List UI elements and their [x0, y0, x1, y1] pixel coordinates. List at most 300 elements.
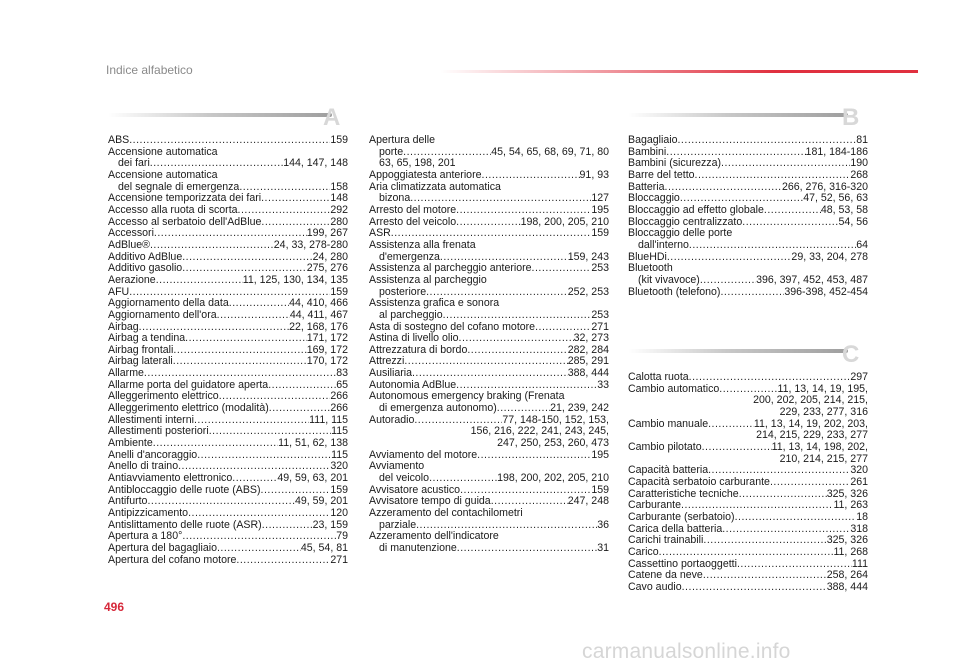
dot-leader — [236, 555, 330, 566]
index-entry-label: Autoradio — [369, 414, 415, 426]
index-entry-pages: 195 — [591, 449, 609, 461]
index-entry-pages: 171, 172 — [306, 333, 348, 345]
index-entry — [369, 380, 609, 392]
index-entry — [369, 322, 609, 334]
index-entry — [108, 356, 348, 368]
index-entry — [108, 380, 348, 392]
index-entry — [108, 333, 348, 345]
index-entry — [369, 217, 609, 229]
index-entry-pages: 32, 273 — [573, 333, 609, 345]
dot-leader — [129, 287, 330, 298]
index-entry-pages: 159 — [330, 286, 348, 298]
index-entry-pages: 388, 444 — [567, 368, 609, 380]
index-entry-label: Airbag a tendina — [108, 333, 186, 345]
index-entry — [108, 228, 348, 240]
dot-leader — [147, 496, 295, 507]
index-entry-label: Cavo audio — [628, 581, 682, 593]
index-column-c — [628, 372, 868, 593]
index-entry-label: Additivo gasolio — [108, 263, 183, 275]
dot-leader — [403, 147, 491, 158]
index-entry-label: Accensione automatica — [108, 169, 218, 181]
index-entry-label: Avvisatore tempo di guida — [369, 496, 491, 508]
index-entry — [369, 473, 609, 485]
dot-leader — [238, 205, 331, 216]
dot-leader — [416, 520, 597, 531]
index-entry — [369, 508, 609, 520]
dot-leader — [178, 461, 330, 472]
dot-leader — [677, 135, 856, 146]
index-entry — [108, 391, 348, 403]
index-entry-pages-continued: 200, 202, 205, 214, 215, — [753, 394, 868, 407]
index-entry-label: Aggiornamento dell'ora — [108, 309, 217, 321]
index-entry-label: Bluetooth — [628, 263, 673, 275]
dot-leader — [150, 240, 274, 251]
index-entry — [108, 496, 348, 508]
dot-leader — [209, 426, 331, 437]
index-entry — [108, 368, 348, 380]
dot-leader — [700, 275, 756, 286]
index-entry-pages: 47, 52, 56, 63 — [803, 193, 868, 205]
dot-leader — [182, 531, 336, 542]
index-entry-pages: 91, 93 — [579, 169, 609, 181]
dot-leader — [429, 473, 497, 484]
index-entry — [108, 182, 348, 194]
index-entry — [369, 170, 609, 182]
dot-leader — [720, 287, 784, 298]
index-entry-label: Apertura delle — [369, 135, 435, 146]
dot-leader — [532, 263, 592, 274]
index-entry-label: Assistenza al parcheggio anteriore — [369, 263, 532, 275]
index-entry — [628, 135, 868, 147]
index-entry — [108, 520, 348, 532]
index-entry-label: Antibloccaggio delle ruote (ABS) — [108, 484, 261, 496]
index-entry-pages: 11, 13, 14, 19, 195, — [777, 383, 868, 395]
index-entry — [628, 275, 868, 287]
index-entry-pages-continued: 229, 233, 277, 316 — [779, 405, 868, 418]
index-entry — [628, 570, 868, 582]
index-entry-label: Bloccaggio — [628, 193, 680, 205]
index-entry — [108, 252, 348, 264]
index-entry — [369, 240, 609, 252]
index-entry-pages: 320 — [850, 465, 868, 477]
index-entry-pages: 11, 125, 130, 134, 135 — [242, 274, 348, 286]
index-entry — [628, 372, 868, 384]
index-entry-pages: 11, 13, 14, 19, 202, 203, — [753, 418, 868, 430]
dot-leader — [459, 333, 574, 344]
index-entry — [628, 419, 868, 442]
index-entry-label: Catene da neve — [628, 570, 703, 582]
index-entry-label: Allarme — [108, 368, 144, 380]
index-entry-label: Antipizzicamento — [108, 508, 189, 519]
index-entry-pages: 48, 53, 58 — [820, 204, 868, 216]
index-entry — [628, 182, 868, 194]
index-entry — [108, 275, 348, 287]
index-entry — [108, 403, 348, 415]
index-entry-label: Barre del tetto — [628, 169, 695, 181]
index-entry-pages: 268 — [850, 169, 868, 181]
index-entry-pages: 115 — [331, 449, 348, 461]
index-entry-label: Accessori — [108, 228, 154, 240]
index-entry-label: Additivo AdBlue — [108, 251, 183, 263]
dot-leader — [482, 170, 580, 181]
index-entry-label: Attrezzi — [369, 356, 405, 368]
index-entry — [369, 485, 609, 497]
index-entry — [628, 535, 868, 547]
dot-leader — [491, 496, 568, 507]
dot-leader — [770, 477, 850, 488]
index-entry-pages: 285, 291 — [567, 356, 609, 368]
dot-leader — [535, 322, 591, 333]
index-entry-label: Assistenza al parcheggio — [369, 274, 487, 286]
dot-leader — [391, 228, 592, 239]
index-entry-pages: 65 — [336, 379, 348, 391]
index-entry — [628, 240, 868, 252]
index-entry-pages: 24, 280 — [312, 251, 348, 263]
index-entry-pages: 170, 172 — [306, 356, 348, 368]
index-entry-pages: 83 — [336, 368, 348, 380]
index-entry-pages: 45, 54, 65, 68, 69, 71, 80 — [491, 146, 609, 158]
index-entry-label: Aria climatizzata automatica — [369, 181, 501, 193]
index-entry — [108, 415, 348, 427]
index-entry — [369, 403, 609, 415]
index-entry-label: dall'interno — [638, 239, 689, 251]
index-entry-pages: 280 — [330, 216, 348, 228]
index-entry-label: porte — [379, 146, 404, 158]
dot-leader — [197, 450, 331, 461]
index-entry — [369, 147, 609, 170]
index-entry-label: bizona — [379, 193, 411, 205]
index-entry — [108, 193, 348, 205]
index-entry-pages: 320 — [330, 461, 348, 473]
dot-leader — [689, 240, 856, 251]
index-entry — [369, 415, 609, 450]
dot-leader — [268, 380, 336, 391]
index-entry-label: Azzeramento del contachilometri — [369, 508, 523, 519]
watermark: carmanualsonline.info — [582, 640, 791, 663]
index-entry-label: Accesso alla ruota di scorta — [108, 204, 238, 216]
index-entry — [628, 524, 868, 536]
index-entry — [108, 135, 348, 147]
index-entry-label: Asta di sostegno del cofano motore — [369, 321, 536, 333]
index-entry-label: BlueHDi — [628, 251, 667, 263]
index-entry — [369, 298, 609, 310]
index-entry — [369, 496, 609, 508]
dot-leader — [173, 345, 306, 356]
index-entry-pages: 33 — [597, 379, 609, 391]
dot-leader — [188, 508, 330, 519]
index-entry-pages: 24, 33, 278-280 — [273, 239, 348, 251]
index-entry — [108, 450, 348, 462]
index-entry — [108, 205, 348, 217]
index-entry-pages: 11, 263 — [833, 500, 868, 512]
dot-leader — [497, 403, 550, 414]
index-entry-pages: 181, 184-186 — [805, 146, 868, 158]
index-entry-label: Cambio automatico — [628, 383, 720, 395]
index-entry-pages: 247, 248 — [567, 496, 609, 508]
index-entry-pages: 292 — [330, 204, 348, 216]
index-entry-label: Apertura del cofano motore — [108, 554, 237, 566]
index-entry-label: Carico — [628, 546, 659, 558]
index-entry-label: Azzeramento dell'indicatore — [369, 531, 499, 543]
index-entry — [369, 135, 609, 147]
index-entry-pages: 44, 410, 466 — [289, 298, 348, 310]
index-entry-label: Avviamento del motore — [369, 449, 478, 461]
index-entry-pages: 282, 284 — [567, 344, 609, 356]
page-number: 496 — [104, 600, 125, 614]
index-entry-pages: 275, 276 — [306, 263, 348, 275]
index-entry-pages: 64 — [856, 239, 868, 251]
index-entry-pages: 127 — [591, 193, 609, 205]
index-entry — [108, 298, 348, 310]
dot-leader — [708, 465, 850, 476]
index-entry-label: Bloccaggio ad effetto globale — [628, 204, 764, 216]
index-entry-label: (kit vivavoce) — [638, 274, 700, 286]
index-entry-pages: 144, 147, 148 — [283, 158, 348, 170]
index-entry-pages: 266 — [330, 403, 348, 415]
index-entry-pages: 190 — [850, 158, 868, 170]
index-entry — [369, 391, 609, 403]
index-entry-pages-continued: 63, 65, 198, 201 — [379, 157, 456, 170]
index-entry-label: Ambiente — [108, 438, 153, 450]
dot-leader — [414, 415, 502, 426]
index-entry — [628, 477, 868, 489]
index-entry-pages: 253 — [591, 263, 609, 275]
index-entry-pages: 388, 444 — [826, 581, 868, 593]
index-entry-pages: 36 — [597, 519, 609, 531]
index-entry — [628, 193, 868, 205]
section-c-letter: C — [842, 341, 860, 368]
index-entry-label: AFU — [108, 286, 130, 298]
index-entry-pages-continued: 156, 216, 222, 241, 243, 245, — [470, 425, 609, 438]
index-entry-pages: 195 — [591, 204, 609, 216]
index-entry — [108, 345, 348, 357]
dot-leader — [665, 182, 782, 193]
index-entry-label: del segnale di emergenza — [118, 181, 240, 193]
dot-leader — [739, 489, 827, 500]
index-entry-pages: 271 — [591, 321, 609, 333]
index-entry — [108, 508, 348, 520]
index-entry-pages: 325, 326 — [826, 488, 868, 500]
index-entry — [369, 287, 609, 299]
index-entry-label: Antifurto — [108, 496, 148, 508]
index-entry-label: di emergenza autonomo) — [379, 403, 497, 415]
index-entry-pages: 77, 148-150, 152, 153, — [502, 414, 609, 426]
index-entry-pages: 159 — [591, 484, 609, 496]
dot-leader — [440, 252, 568, 263]
index-entry — [369, 252, 609, 264]
index-entry-label: Avviamento — [369, 461, 425, 473]
index-entry-pages: 111, 115 — [309, 414, 348, 426]
index-entry-label: Airbag frontali — [108, 344, 174, 356]
dot-leader — [680, 193, 803, 204]
dot-leader — [467, 345, 567, 356]
index-entry — [369, 531, 609, 543]
index-entry — [108, 438, 348, 450]
dot-leader — [659, 547, 834, 558]
dot-leader — [735, 512, 857, 523]
index-entry-label: Bambini (sicurezza) — [628, 158, 722, 170]
index-entry-label: Allestimenti interni — [108, 414, 194, 426]
index-entry — [369, 275, 609, 287]
dot-leader — [182, 252, 312, 263]
index-entry — [369, 356, 609, 368]
index-entry — [108, 555, 348, 567]
index-entry — [628, 582, 868, 594]
dot-leader — [703, 570, 827, 581]
dot-leader — [185, 333, 307, 344]
index-entry — [369, 205, 609, 217]
index-entry — [108, 158, 348, 170]
dot-leader — [144, 368, 336, 379]
index-entry-label: Alleggerimento elettrico — [108, 391, 219, 403]
index-entry-label: Astina di livello olio — [369, 333, 459, 345]
index-entry-label: al parcheggio — [379, 309, 443, 321]
dot-leader — [722, 524, 850, 535]
index-column-b — [628, 135, 868, 298]
index-entry — [628, 559, 868, 571]
index-entry — [628, 252, 868, 264]
index-entry — [369, 263, 609, 275]
index-entry-label: ABS — [108, 135, 130, 146]
index-entry-label: di manutenzione — [379, 542, 457, 554]
index-entry — [628, 170, 868, 182]
dot-leader — [262, 520, 313, 531]
index-entry — [108, 461, 348, 473]
dot-leader — [703, 535, 826, 546]
dot-leader — [404, 356, 567, 367]
index-entry-label: ASR — [369, 228, 391, 240]
index-entry-pages: 44, 411, 467 — [289, 309, 348, 321]
dot-leader — [139, 322, 289, 333]
dot-leader — [232, 473, 277, 484]
index-entry — [628, 547, 868, 559]
index-entry-pages: 31 — [597, 542, 609, 554]
dot-leader — [217, 543, 301, 554]
dot-leader — [742, 217, 838, 228]
index-entry — [369, 193, 609, 205]
index-entry-label: Autonomous emergency braking (Frenata — [369, 391, 565, 403]
index-entry-label: Apertura a 180° — [108, 531, 183, 543]
index-entry-pages: 111 — [851, 558, 868, 570]
dot-leader — [229, 298, 289, 309]
index-entry — [369, 450, 609, 462]
index-entry-pages: 21, 239, 242 — [550, 403, 609, 415]
dot-leader — [667, 252, 792, 263]
index-entry-label: Accensione automatica — [108, 146, 218, 158]
dot-leader — [261, 217, 330, 228]
index-entry — [108, 473, 348, 485]
index-entry-pages: 297 — [850, 372, 868, 383]
dot-leader — [426, 287, 568, 298]
index-entry — [369, 310, 609, 322]
index-entry — [369, 228, 609, 240]
index-entry — [108, 322, 348, 334]
index-entry-pages: 49, 59, 201 — [294, 496, 348, 508]
index-entry — [108, 147, 348, 159]
dot-leader — [457, 543, 597, 554]
index-entry-pages: 318 — [850, 523, 868, 535]
index-entry-label: Assistenza alla frenata — [369, 239, 476, 251]
index-entry — [628, 465, 868, 477]
dot-leader — [708, 419, 754, 430]
dot-leader — [477, 450, 591, 461]
index-entry-label: Allarme porta del guidatore aperta — [108, 379, 269, 391]
index-entry-label: Assistenza grafica e sonora — [369, 298, 500, 310]
index-entry-label: Autonomia AdBlue — [369, 379, 457, 391]
index-entry-label: parziale — [379, 519, 417, 531]
dot-leader — [269, 403, 331, 414]
index-entry-label: Arresto del veicolo — [369, 216, 457, 228]
dot-leader — [261, 485, 331, 496]
index-entry-pages: 81 — [856, 135, 868, 146]
index-entry — [628, 205, 868, 217]
index-entry-pages: 198, 200, 202, 205, 210 — [497, 473, 609, 485]
index-entry-pages: 11, 13, 14, 198, 202, — [771, 441, 868, 453]
index-column-a2 — [369, 135, 609, 555]
section-b-letter: B — [842, 104, 860, 131]
index-entry-label: posteriore — [379, 286, 427, 298]
dot-leader — [217, 310, 290, 321]
index-entry-label: Bambini — [628, 146, 667, 158]
index-entry — [369, 520, 609, 532]
index-entry-pages: 18 — [856, 511, 868, 523]
index-entry — [369, 461, 609, 473]
index-entry-pages: 159, 243 — [567, 251, 609, 263]
index-entry-pages: 29, 33, 204, 278 — [791, 251, 868, 263]
dot-leader — [153, 438, 278, 449]
index-entry-label: Anello di traino — [108, 461, 179, 473]
index-entry-label: Cambio pilotato — [628, 441, 702, 453]
index-entry-pages: 159 — [591, 228, 609, 240]
index-entry-label: Accensione temporizzata dei fari — [108, 193, 262, 205]
index-entry — [628, 442, 868, 465]
index-entry — [628, 489, 868, 501]
index-entry — [108, 170, 348, 182]
index-entry-pages: 79 — [336, 531, 348, 543]
index-entry-label: Aggiornamento della data — [108, 298, 229, 310]
dot-leader — [737, 559, 852, 570]
dot-leader — [156, 275, 243, 286]
dot-leader — [719, 384, 777, 395]
index-entry-pages: 45, 54, 81 — [300, 542, 348, 554]
index-entry — [628, 384, 868, 419]
index-entry-label: Carichi trainabili — [628, 535, 704, 547]
section-a-divider — [108, 113, 332, 117]
index-entry — [108, 426, 348, 438]
index-entry-label: Attrezzatura di bordo — [369, 344, 468, 356]
header-accent-bar — [440, 70, 918, 73]
index-entry-pages: 169, 172 — [306, 344, 348, 356]
dot-leader — [456, 205, 591, 216]
dot-leader — [154, 228, 307, 239]
section-c-divider — [628, 349, 848, 353]
index-entry-label: Bloccaggio delle porte — [628, 228, 733, 240]
index-entry — [108, 485, 348, 497]
dot-leader — [666, 147, 805, 158]
index-entry-label: dei fari — [118, 158, 150, 170]
index-entry — [628, 500, 868, 512]
index-entry — [108, 531, 348, 543]
dot-leader — [681, 500, 833, 511]
index-entry-label: Antiavviamento elettronico — [108, 473, 233, 485]
dot-leader — [173, 356, 307, 367]
index-entry — [628, 287, 868, 299]
index-entry-label: d'emergenza — [379, 251, 440, 263]
index-entry — [369, 368, 609, 380]
index-entry-label: Caratteristiche tecniche — [628, 488, 739, 500]
index-entry-label: Cassettino portaoggetti — [628, 558, 737, 570]
index-entry-label: Accesso al serbatoio dell'AdBlue — [108, 216, 262, 228]
